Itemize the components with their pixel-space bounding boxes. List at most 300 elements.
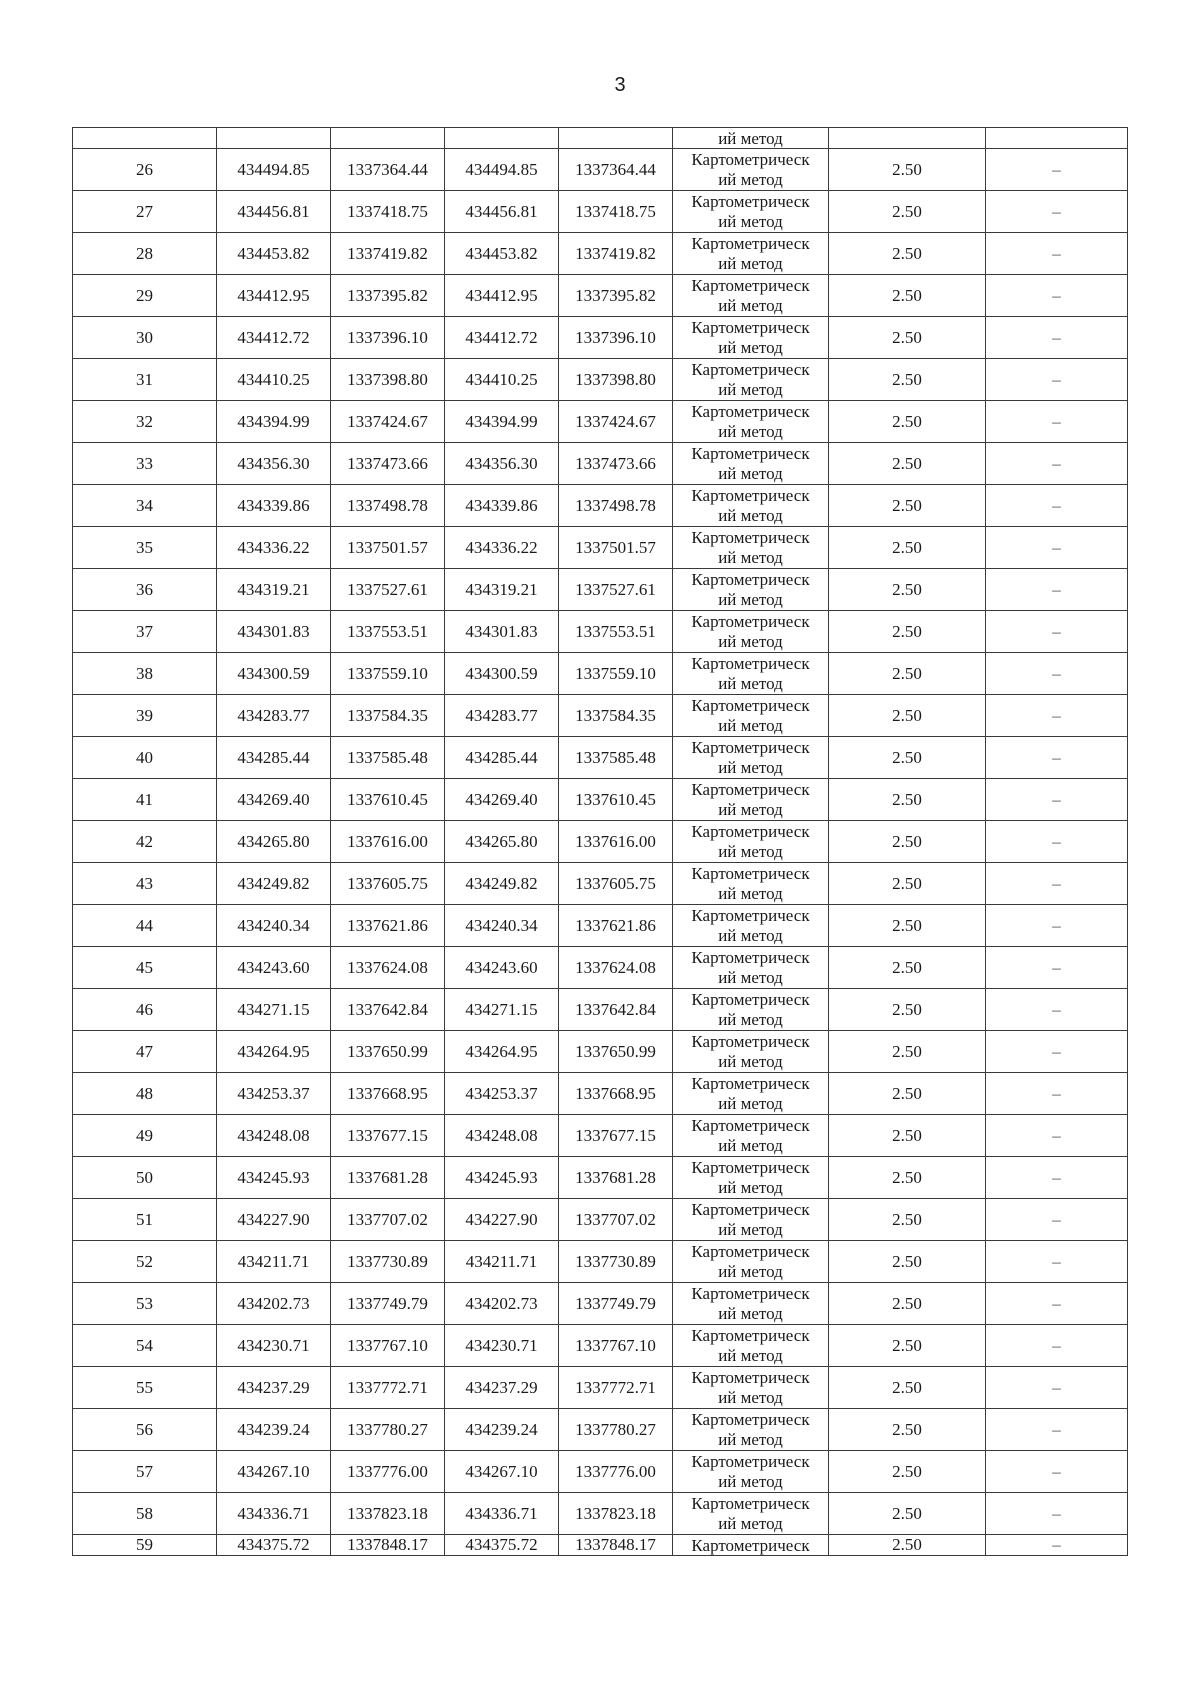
cell-precision: 2.50 [829,191,986,233]
table-row [73,233,1128,275]
cell-note: – [986,401,1128,443]
cell-x-old: 434269.40 [217,779,331,821]
cell-x-old: 434494.85 [217,149,331,191]
cell-x-old: 434239.24 [217,1409,331,1451]
method-line-1: Картометрическ [691,1073,810,1093]
cell-precision: 2.50 [829,1535,986,1556]
method-line-2: ий метод [718,1219,783,1239]
cell-note: – [986,1157,1128,1199]
table-row [73,1451,1128,1493]
cell-note: – [986,695,1128,737]
method-line-1: Картометрическ [691,611,810,631]
cell-y-new: 1337395.82 [559,275,673,317]
table-row [73,1367,1128,1409]
method-line-1: Картометрическ [691,821,810,841]
cell-point: 46 [73,989,217,1031]
method-line-2: ий метод [718,379,783,399]
cell-x-new: 434271.15 [445,989,559,1031]
method-line-2: ий метод [718,1093,783,1113]
cell-y-new [559,128,673,149]
cell-x-new: 434283.77 [445,695,559,737]
method-line-1: Картометрическ [691,149,810,169]
cell-y-old: 1337749.79 [331,1283,445,1325]
cell-note: – [986,1409,1128,1451]
cell-x-old: 434336.71 [217,1493,331,1535]
cell-y-new: 1337624.08 [559,947,673,989]
cell-x-old: 434300.59 [217,653,331,695]
cell-x-old: 434394.99 [217,401,331,443]
method-line-1: Картометрическ [691,737,810,757]
cell-y-new: 1337424.67 [559,401,673,443]
cell-precision: 2.50 [829,695,986,737]
table-row [73,275,1128,317]
cell-y-new: 1337767.10 [559,1325,673,1367]
cell-x-new: 434319.21 [445,569,559,611]
cell-x-old: 434248.08 [217,1115,331,1157]
cell-point: 35 [73,527,217,569]
cell-note: – [986,1325,1128,1367]
cell-x-old: 434375.72 [217,1535,331,1556]
cell-note: – [986,359,1128,401]
cell-method [673,821,829,863]
cell-precision: 2.50 [829,569,986,611]
method-line-1: Картометрическ [691,1115,810,1135]
method-line-2: ий метод [718,211,783,231]
cell-note: – [986,275,1128,317]
cell-x-old: 434283.77 [217,695,331,737]
method-line-1: Картометрическ [691,485,810,505]
cell-x-new: 434453.82 [445,233,559,275]
cell-point: 58 [73,1493,217,1535]
cell-precision: 2.50 [829,653,986,695]
cell-point: 26 [73,149,217,191]
cell-x-new: 434240.34 [445,905,559,947]
cell-y-new: 1337642.84 [559,989,673,1031]
cell-precision: 2.50 [829,1367,986,1409]
cell-note: – [986,737,1128,779]
method-line-1: Картометрическ [691,275,810,295]
cell-precision: 2.50 [829,1031,986,1073]
cell-method [673,695,829,737]
method-line-1: Картометрическ [691,1535,810,1555]
table-row [73,359,1128,401]
method-line-2: ий метод [718,1429,783,1449]
cell-y-old: 1337559.10 [331,653,445,695]
cell-point: 27 [73,191,217,233]
cell-method [673,989,829,1031]
table-row [73,1073,1128,1115]
method-line-1: Картометрическ [691,359,810,379]
cell-note: – [986,527,1128,569]
cell-x-new: 434456.81 [445,191,559,233]
cell-x-new [445,128,559,149]
cell-point: 55 [73,1367,217,1409]
table-row [73,443,1128,485]
cell-y-old: 1337624.08 [331,947,445,989]
cell-precision: 2.50 [829,443,986,485]
cell-y-new: 1337610.45 [559,779,673,821]
cell-y-old: 1337776.00 [331,1451,445,1493]
cell-x-old: 434412.95 [217,275,331,317]
cell-precision: 2.50 [829,401,986,443]
method-line-1: Картометрическ [691,1031,810,1051]
cell-method [673,569,829,611]
cell-precision: 2.50 [829,1493,986,1535]
cell-method [673,1115,829,1157]
cell-y-new: 1337707.02 [559,1199,673,1241]
cell-note: – [986,947,1128,989]
cell-y-new: 1337585.48 [559,737,673,779]
cell-method [673,905,829,947]
method-line-2: ий метод [718,1387,783,1407]
cell-point: 57 [73,1451,217,1493]
cell-y-new: 1337396.10 [559,317,673,359]
cell-method [673,1535,829,1556]
cell-y-old: 1337585.48 [331,737,445,779]
cell-method [673,359,829,401]
page-number: 3 [614,74,626,96]
cell-y-new: 1337605.75 [559,863,673,905]
cell-point: 47 [73,1031,217,1073]
method-line-2: ий метод [718,799,783,819]
cell-x-old: 434202.73 [217,1283,331,1325]
cell-x-new: 434265.80 [445,821,559,863]
cell-method [673,611,829,653]
method-line-2: ий метод [718,253,783,273]
method-line-2: ий метод [718,841,783,861]
cell-y-new: 1337418.75 [559,191,673,233]
cell-y-old: 1337650.99 [331,1031,445,1073]
cell-y-new: 1337584.35 [559,695,673,737]
cell-y-new: 1337780.27 [559,1409,673,1451]
method-line-1: Картометрическ [691,317,810,337]
cell-method [673,1073,829,1115]
cell-precision: 2.50 [829,905,986,947]
cell-x-old: 434243.60 [217,947,331,989]
cell-note: – [986,1073,1128,1115]
cell-y-new: 1337668.95 [559,1073,673,1115]
cell-point: 59 [73,1535,217,1556]
method-line-2: ий метод [718,967,783,987]
method-line-2: ий метод [718,1009,783,1029]
cell-x-old: 434412.72 [217,317,331,359]
cell-note: – [986,821,1128,863]
cell-x-new: 434243.60 [445,947,559,989]
cell-y-old: 1337848.17 [331,1535,445,1556]
cell-x-new: 434227.90 [445,1199,559,1241]
cell-y-old [331,128,445,149]
method-line-1: Картометрическ [691,947,810,967]
cell-point: 56 [73,1409,217,1451]
cell-x-old: 434356.30 [217,443,331,485]
cell-x-new: 434336.22 [445,527,559,569]
cell-point [73,128,217,149]
cell-method [673,653,829,695]
method-line-2: ий метод [718,1135,783,1155]
cell-note: – [986,1367,1128,1409]
cell-y-new: 1337398.80 [559,359,673,401]
table-row [73,1241,1128,1283]
method-line-2: ий метод [718,715,783,735]
cell-point: 36 [73,569,217,611]
cell-y-old: 1337823.18 [331,1493,445,1535]
cell-point: 52 [73,1241,217,1283]
cell-precision: 2.50 [829,779,986,821]
cell-method [673,191,829,233]
cell-y-new: 1337772.71 [559,1367,673,1409]
cell-point: 51 [73,1199,217,1241]
cell-precision: 2.50 [829,149,986,191]
cell-precision: 2.50 [829,1115,986,1157]
cell-point: 45 [73,947,217,989]
cell-x-old: 434339.86 [217,485,331,527]
cell-note: – [986,1199,1128,1241]
cell-x-old: 434456.81 [217,191,331,233]
cell-y-old: 1337668.95 [331,1073,445,1115]
method-line-1: Картометрическ [691,233,810,253]
cell-x-old: 434249.82 [217,863,331,905]
coordinates-table [72,127,1128,1556]
cell-y-old: 1337527.61 [331,569,445,611]
cell-x-old: 434453.82 [217,233,331,275]
cell-x-new: 434494.85 [445,149,559,191]
method-line-1: Картометрическ [691,191,810,211]
cell-y-new: 1337677.15 [559,1115,673,1157]
cell-note: – [986,1493,1128,1535]
method-line-2: ий метод [718,505,783,525]
method-line-1: Картометрическ [691,1157,810,1177]
cell-note: – [986,1451,1128,1493]
cell-x-old: 434267.10 [217,1451,331,1493]
table-row [73,653,1128,695]
cell-x-new: 434267.10 [445,1451,559,1493]
cell-method [673,1409,829,1451]
cell-y-old: 1337473.66 [331,443,445,485]
method-line-1: Картометрическ [691,1367,810,1387]
cell-y-old: 1337780.27 [331,1409,445,1451]
method-line-1: Картометрическ [691,695,810,715]
cell-point: 32 [73,401,217,443]
method-line-1: Картометрическ [691,1493,810,1513]
cell-y-old: 1337396.10 [331,317,445,359]
method-line-1: Картометрическ [691,1325,810,1345]
cell-precision: 2.50 [829,317,986,359]
cell-method [673,149,829,191]
cell-x-old: 434271.15 [217,989,331,1031]
cell-note: – [986,1283,1128,1325]
cell-method [673,1451,829,1493]
method-line-1: Картометрическ [691,1241,810,1261]
cell-y-new: 1337823.18 [559,1493,673,1535]
cell-precision: 2.50 [829,527,986,569]
cell-method [673,1199,829,1241]
cell-precision: 2.50 [829,1451,986,1493]
table-row [73,569,1128,611]
method-line-1: Картометрическ [691,1409,810,1429]
cell-y-new: 1337473.66 [559,443,673,485]
cell-point: 39 [73,695,217,737]
table-row [73,1199,1128,1241]
cell-y-new: 1337364.44 [559,149,673,191]
cell-precision: 2.50 [829,947,986,989]
cell-y-new: 1337498.78 [559,485,673,527]
cell-point: 48 [73,1073,217,1115]
cell-precision [829,128,986,149]
method-line-2: ий метод [718,1471,783,1491]
cell-y-old: 1337707.02 [331,1199,445,1241]
cell-point: 31 [73,359,217,401]
cell-point: 42 [73,821,217,863]
cell-x-old: 434237.29 [217,1367,331,1409]
table-row [73,1409,1128,1451]
method-line-1: Картометрическ [691,863,810,883]
cell-x-old: 434336.22 [217,527,331,569]
method-line-2: ий метод [718,757,783,777]
cell-note: – [986,149,1128,191]
cell-x-new: 434285.44 [445,737,559,779]
cell-note: – [986,485,1128,527]
cell-y-old: 1337772.71 [331,1367,445,1409]
cell-x-old: 434253.37 [217,1073,331,1115]
cell-x-new: 434300.59 [445,653,559,695]
cell-point: 43 [73,863,217,905]
cell-point: 44 [73,905,217,947]
cell-x-old: 434265.80 [217,821,331,863]
cell-x-new: 434412.95 [445,275,559,317]
cell-precision: 2.50 [829,737,986,779]
cell-point: 53 [73,1283,217,1325]
cell-y-new: 1337553.51 [559,611,673,653]
table-row [73,821,1128,863]
cell-method [673,737,829,779]
cell-method [673,1325,829,1367]
cell-x-new: 434239.24 [445,1409,559,1451]
cell-y-old: 1337395.82 [331,275,445,317]
continuation-row [73,128,1128,149]
cell-method [673,1367,829,1409]
cell-method [673,779,829,821]
cell-note: – [986,989,1128,1031]
table-row [73,401,1128,443]
method-line-1: Картометрическ [691,653,810,673]
table-row [73,989,1128,1031]
cell-y-new: 1337650.99 [559,1031,673,1073]
cell-y-old: 1337616.00 [331,821,445,863]
cell-precision: 2.50 [829,485,986,527]
method-line-1: Картометрическ [691,527,810,547]
cell-y-old: 1337767.10 [331,1325,445,1367]
cell-note: – [986,905,1128,947]
cell-x-new: 434248.08 [445,1115,559,1157]
cell-method [673,1031,829,1073]
cell-y-new: 1337527.61 [559,569,673,611]
method-line-1: Картометрическ [691,905,810,925]
method-line-2: ий метод [718,169,783,189]
method-line-1: Картометрическ [691,569,810,589]
cell-precision: 2.50 [829,863,986,905]
cell-y-old: 1337730.89 [331,1241,445,1283]
cell-point: 50 [73,1157,217,1199]
cell-point: 37 [73,611,217,653]
cell-method [673,233,829,275]
cell-note [986,128,1128,149]
cell-x-old: 434240.34 [217,905,331,947]
cell-precision: 2.50 [829,233,986,275]
cell-y-old: 1337610.45 [331,779,445,821]
table-row [73,1115,1128,1157]
method-line-2: ий метод [718,883,783,903]
cell-y-old: 1337419.82 [331,233,445,275]
cell-note: – [986,569,1128,611]
table-row [73,737,1128,779]
cell-y-new: 1337501.57 [559,527,673,569]
table-row [73,317,1128,359]
cell-method [673,485,829,527]
cell-y-old: 1337364.44 [331,149,445,191]
cell-y-new: 1337730.89 [559,1241,673,1283]
method-line-1: Картометрическ [691,401,810,421]
cell-x-new: 434336.71 [445,1493,559,1535]
table-row [73,1493,1128,1535]
cell-x-old: 434211.71 [217,1241,331,1283]
cell-precision: 2.50 [829,1325,986,1367]
method-line-1: Картометрическ [691,779,810,799]
method-line-2: ий метод [718,463,783,483]
cell-x-old: 434285.44 [217,737,331,779]
method-line-2: ий метод [718,673,783,693]
method-line-1: Картометрическ [691,1199,810,1219]
cell-point: 33 [73,443,217,485]
method-line-2: ий метод [718,925,783,945]
cell-method [673,275,829,317]
cell-y-old: 1337398.80 [331,359,445,401]
method-line-1: Картометрическ [691,1451,810,1471]
method-line-1: Картометрическ [691,1283,810,1303]
cell-x-new: 434394.99 [445,401,559,443]
cell-note: – [986,863,1128,905]
cell-y-old: 1337553.51 [331,611,445,653]
method-line-2: ий метод [718,421,783,441]
cell-x-new: 434202.73 [445,1283,559,1325]
cell-method [673,1241,829,1283]
table-row [73,485,1128,527]
cell-point: 30 [73,317,217,359]
table-row [73,1283,1128,1325]
cell-precision: 2.50 [829,359,986,401]
cell-x-new: 434237.29 [445,1367,559,1409]
cell-y-old: 1337498.78 [331,485,445,527]
cell-method [673,317,829,359]
table-row [73,1535,1128,1556]
table-row [73,905,1128,947]
cell-point: 54 [73,1325,217,1367]
cell-x-new: 434375.72 [445,1535,559,1556]
cell-point: 34 [73,485,217,527]
cell-y-new: 1337559.10 [559,653,673,695]
cell-point: 38 [73,653,217,695]
cell-precision: 2.50 [829,1241,986,1283]
cell-point: 29 [73,275,217,317]
method-line-2: ий метод [718,1051,783,1071]
cell-y-old: 1337418.75 [331,191,445,233]
table-row [73,191,1128,233]
cell-x-new: 434253.37 [445,1073,559,1115]
cell-point: 49 [73,1115,217,1157]
cell-method [673,128,829,149]
cell-precision: 2.50 [829,989,986,1031]
cell-point: 28 [73,233,217,275]
cell-x-new: 434249.82 [445,863,559,905]
